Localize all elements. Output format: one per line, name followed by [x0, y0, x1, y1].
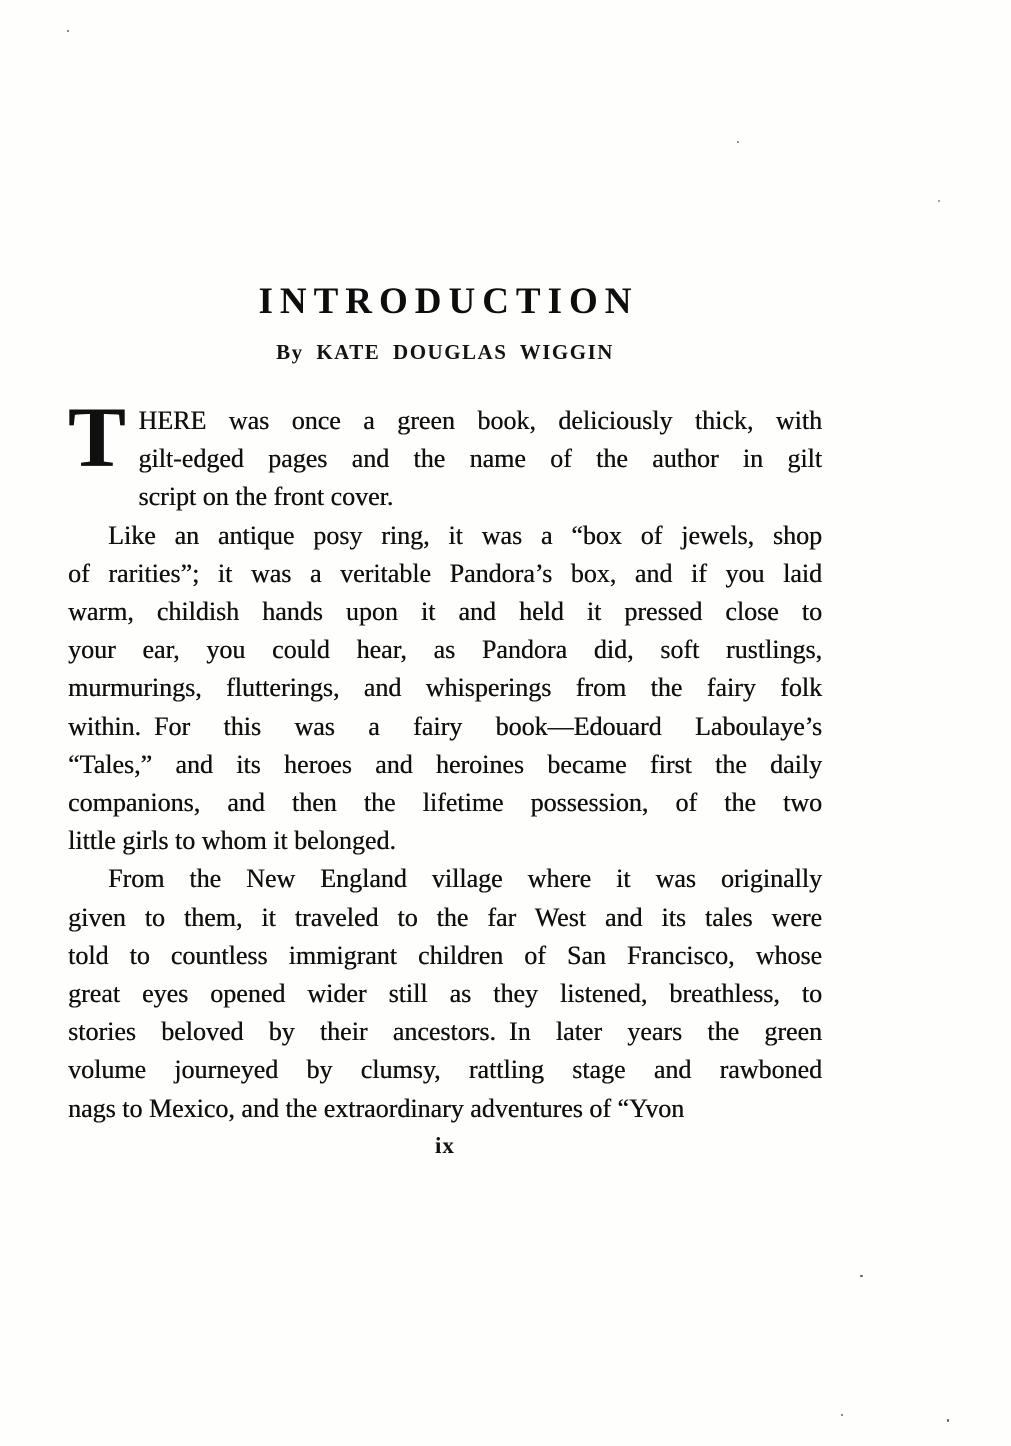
text-line: within. For this was a fairy book—Edouard Laboulaye’s	[68, 711, 822, 741]
text-line: great eyes opened wider still as they listened, breathless, to	[68, 979, 822, 1009]
scan-speck	[67, 30, 69, 32]
scan-speck	[938, 200, 940, 202]
text-line: of rarities”; it was a veritable Pandora’s box, and if you laid	[68, 558, 822, 588]
byline-author-name: KATE DOUGLAS WIGGIN	[316, 340, 614, 364]
page-title: INTRODUCTION	[258, 281, 639, 322]
scan-speck	[737, 141, 739, 143]
text-line: From the New England village where it was originally	[108, 864, 822, 894]
scan-speck	[947, 1419, 949, 1422]
text-line: volume journeyed by clumsy, rattling stage and rawboned	[68, 1055, 822, 1085]
byline-prefix: By	[276, 340, 304, 364]
paragraph	[68, 860, 822, 1127]
text-line: Like an antique posy ring, it was a “box of jewels, shop	[108, 520, 822, 550]
text-block	[68, 280, 822, 1159]
text-line: told to countless immigrant children of San Francisco, whose	[68, 940, 822, 970]
text-line: script on the front cover.	[138, 482, 394, 512]
text-line: warm, childish hands upon it and held it pressed close to	[68, 597, 822, 627]
text-line: “Tales,” and its heroes and heroines became first the daily	[68, 749, 822, 779]
scan-speck	[860, 1275, 863, 1277]
text-line: HERE was once a green book, deliciously thick, with	[138, 406, 822, 435]
text-line: given to them, it traveled to the far West and its tales were	[68, 902, 822, 932]
paragraph	[68, 389, 822, 517]
text-line: little girls to whom it belonged.	[68, 826, 396, 856]
drop-cap: T	[68, 389, 126, 485]
text-line: gilt-edged pages and the name of the author in gilt	[138, 444, 822, 474]
page-number: ix	[435, 1132, 455, 1158]
paragraph	[68, 517, 822, 861]
text-line: stories beloved by their ancestors. In later years the green	[68, 1017, 822, 1047]
text-line: companions, and then the lifetime possession, of the two	[68, 788, 822, 818]
body-text	[68, 389, 822, 1128]
byline	[68, 340, 822, 365]
text-line: your ear, you could hear, as Pandora did, soft rustlings,	[68, 635, 822, 665]
text-line: murmurings, flutterings, and whisperings from the fairy folk	[68, 673, 822, 703]
scan-speck	[841, 1414, 843, 1416]
text-line: nags to Mexico, and the extraordinary adventures of “Yvon	[68, 1093, 685, 1123]
